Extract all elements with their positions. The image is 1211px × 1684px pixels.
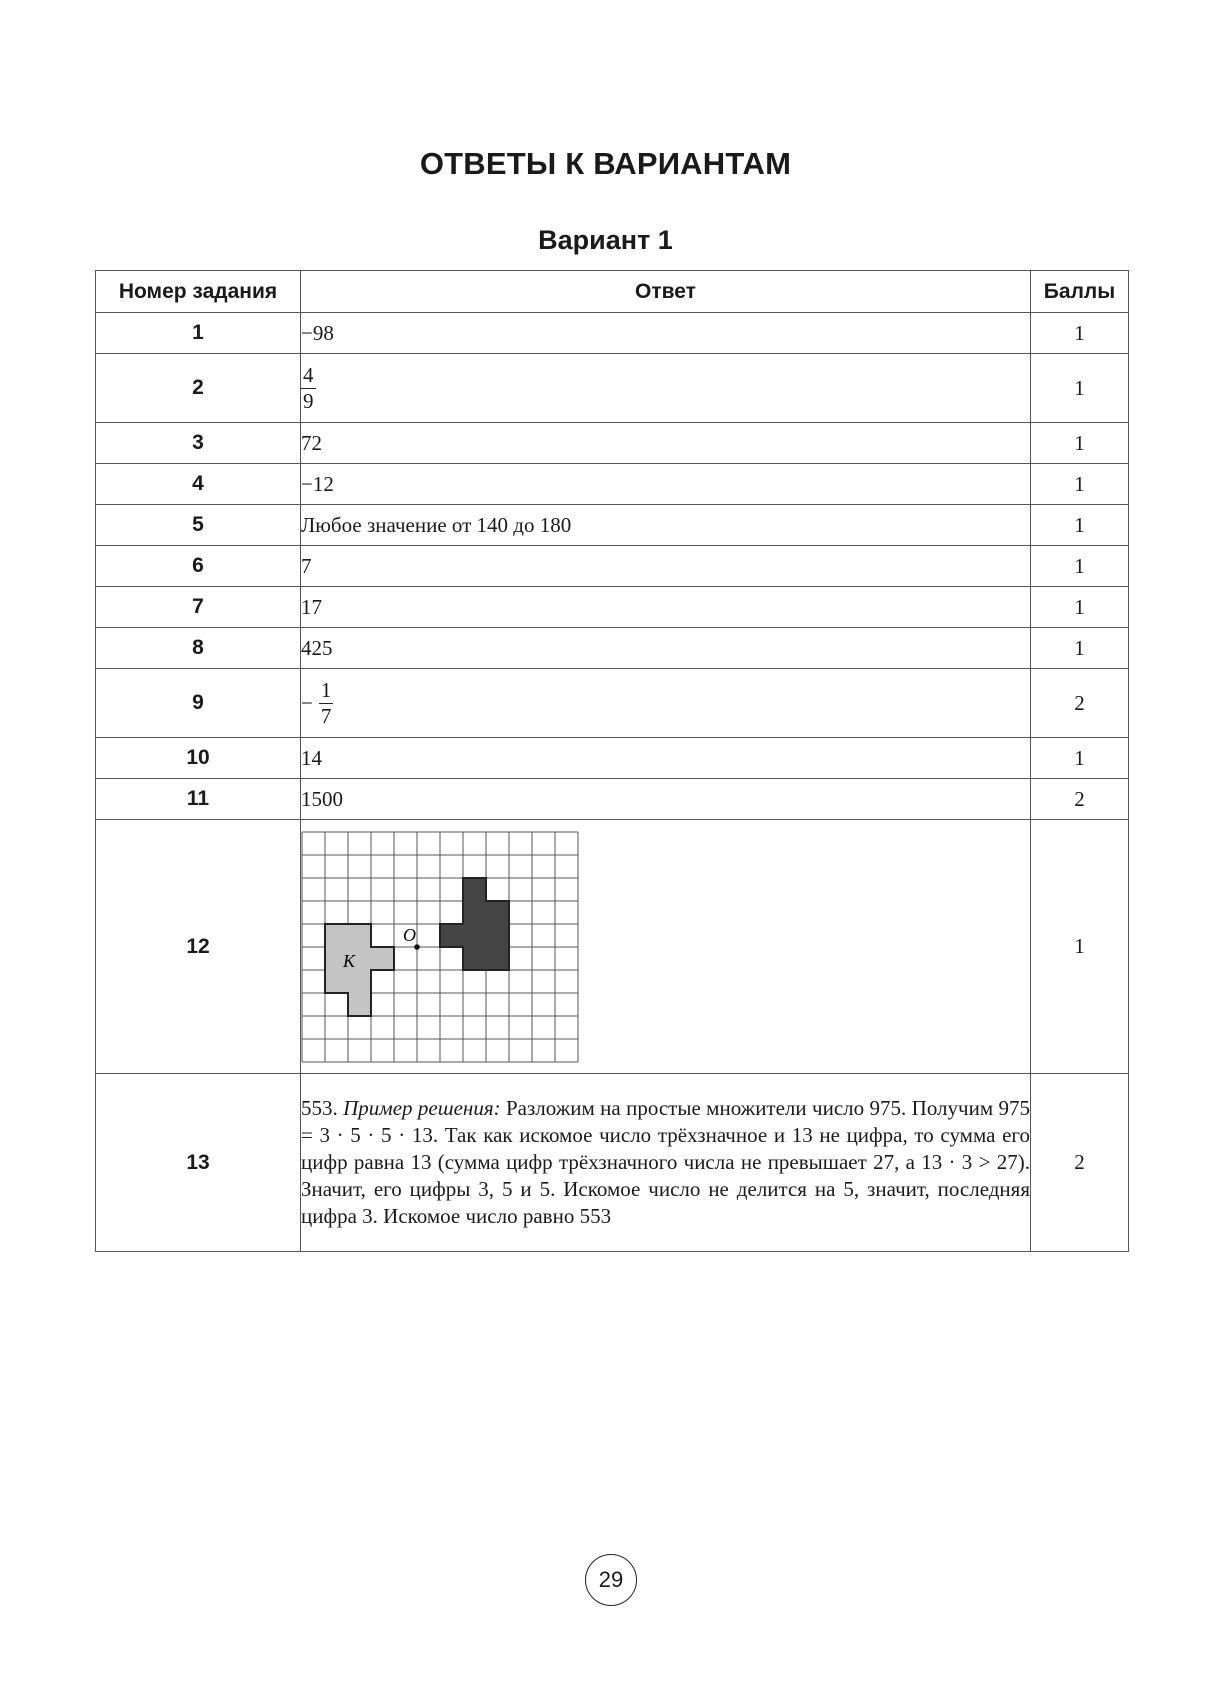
fraction-numerator: 1 [320,678,332,703]
answers-table [95,270,1129,1252]
points-cell: 1 [1031,464,1129,505]
task-number: 12 [96,820,301,1074]
answer-cell: 17 [301,587,1031,628]
answer-cell [301,820,1031,1074]
answer-cell: −98 [301,313,1031,354]
points-cell: 1 [1031,313,1129,354]
solution-prefix: 553. [301,1096,344,1120]
points-cell: 1 [1031,738,1129,779]
task-number: 3 [96,423,301,464]
task-number: 5 [96,505,301,546]
fraction [319,679,334,726]
task-number: 8 [96,628,301,669]
solution-cell [301,1074,1031,1252]
fraction-denominator: 9 [303,388,314,413]
answer-cell: 7 [301,546,1031,587]
table-row [96,779,1129,820]
points-cell: 1 [1031,505,1129,546]
answer-cell [301,354,1031,423]
header-answer: Ответ [301,271,1031,313]
answer-cell: Любое значение от 140 до 180 [301,505,1031,546]
point-o [414,944,420,950]
task-number: 1 [96,313,301,354]
table-row [96,1074,1129,1252]
table-row [96,587,1129,628]
table-row [96,546,1129,587]
points-cell: 2 [1031,779,1129,820]
answer-cell: −12 [301,464,1031,505]
table-row [96,313,1129,354]
points-cell: 1 [1031,354,1129,423]
task-number: 7 [96,587,301,628]
symmetry-grid-figure [301,831,581,1063]
negative-fraction [301,679,333,726]
table-row [96,505,1129,546]
minus-sign: − [301,690,313,715]
task-number: 9 [96,669,301,738]
task-number: 6 [96,546,301,587]
table-row [96,669,1129,738]
points-cell: 1 [1031,628,1129,669]
answer-cell: 14 [301,738,1031,779]
figure-k [325,924,394,1016]
figure-symmetric [440,878,509,970]
table-row [96,423,1129,464]
fraction-numerator: 4 [303,363,314,388]
points-cell: 1 [1031,587,1129,628]
answer-cell: 1500 [301,779,1031,820]
page-number: 29 [585,1554,637,1606]
table-row [96,820,1129,1074]
header-task-number: Номер задания [96,271,301,313]
solution-example-label: Пример решения: [343,1096,501,1120]
label-o: O [403,924,416,945]
table-row [96,738,1129,779]
table-row [96,464,1129,505]
task-number: 13 [96,1074,301,1252]
points-cell: 2 [1031,1074,1129,1252]
task-number: 2 [96,354,301,423]
answer-cell: 425 [301,628,1031,669]
points-cell: 1 [1031,820,1129,1074]
answer-cell: 72 [301,423,1031,464]
fraction-denominator: 7 [320,703,332,728]
points-cell: 2 [1031,669,1129,738]
solution-text: Разложим на простые множители число 975. Получим 975 = 3 · 5 · 5 · 13. Так как искомое число трёхзначное и 13 не цифра, то сумма его цифр равна 13 (сумма цифр трёхзначного числа не превышает 27, а 13 · 3 > 27). Значит, его цифры 3, 5 и 5. Искомое число не делится на 5, значит, последняя цифра 3. Искомое число равно 553 [301,1096,1031,1228]
label-k: K [343,950,356,971]
task-number: 11 [96,779,301,820]
table-row [96,628,1129,669]
fraction [301,364,316,411]
points-cell: 1 [1031,423,1129,464]
table-row [96,354,1129,423]
answer-cell [301,669,1031,738]
task-number: 4 [96,464,301,505]
table-header-row [96,271,1129,313]
variant-title: Вариант 1 [538,225,673,255]
points-cell: 1 [1031,546,1129,587]
header-points: Баллы [1031,271,1129,313]
page-title: ОТВЕТЫ К ВАРИАНТАМ [419,146,792,181]
task-number: 10 [96,738,301,779]
